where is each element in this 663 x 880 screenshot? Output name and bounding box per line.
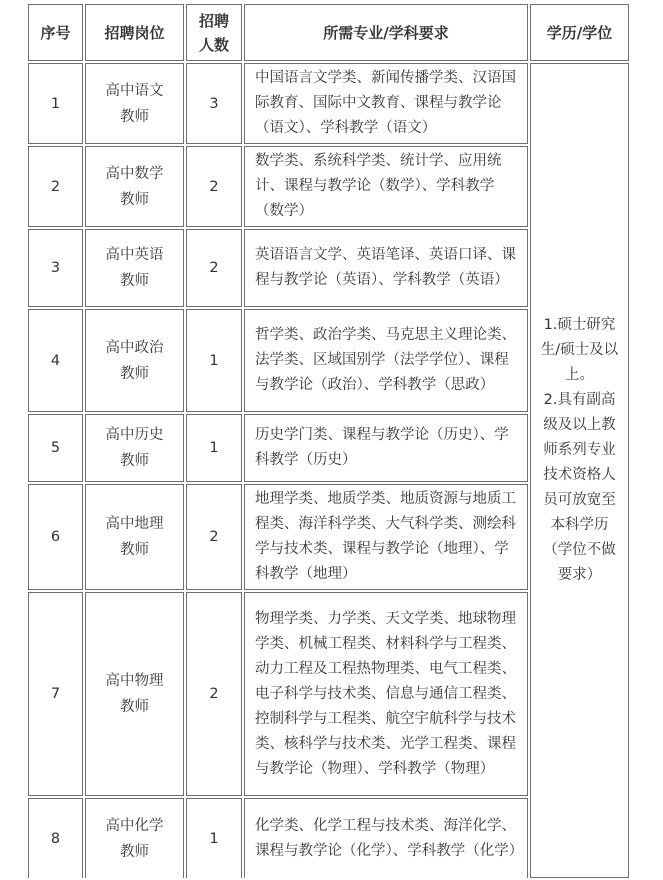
row-post: 高中英语教师 <box>85 229 184 307</box>
row-no: 8 <box>28 798 83 878</box>
row-num: 2 <box>186 484 242 590</box>
header-post: 招聘岗位 <box>85 4 184 61</box>
row-post: 高中历史教师 <box>85 414 184 482</box>
row-num: 1 <box>186 798 242 878</box>
header-row <box>28 4 629 61</box>
row-num: 2 <box>186 229 242 307</box>
education-line-2: 2.具有副高级及以上教师系列专业技术资格人员可放宽至本科学历（学位不做要求） <box>543 392 616 583</box>
header-num <box>186 4 242 61</box>
row-post: 高中地理教师 <box>85 484 184 590</box>
header-no: 序号 <box>28 4 83 61</box>
row-post: 高中语文教师 <box>85 63 184 144</box>
row-major: 历史学门类、课程与教学论（历史）、学科教学（历史） <box>244 414 528 482</box>
row-major: 地理学类、地质学类、地质资源与地质工程类、海洋科学类、大气科学类、测绘科学与技术类、课程与教学论（地理）、学科教学（地理） <box>244 484 528 590</box>
header-major: 所需专业/学科要求 <box>244 4 528 61</box>
row-major: 物理学类、力学类、天文学类、地球物理学类、机械工程类、材料科学与工程类、动力工程及工程热物理类、电气工程类、电子科学与技术类、信息与通信工程类、控制科学与工程类、航空宇航科学与技术类、核科学与技术类、光学工程类、课程与教学论（物理）、学科教学（物理） <box>244 592 528 796</box>
row-post: 高中数学教师 <box>85 146 184 227</box>
row-no: 4 <box>28 309 83 412</box>
recruitment-table <box>26 2 631 880</box>
row-major: 英语语言文学、英语笔译、英语口译、课程与教学论（英语）、学科教学（英语） <box>244 229 528 307</box>
row-num: 1 <box>186 414 242 482</box>
header-edu: 学历/学位 <box>530 4 629 61</box>
row-no: 6 <box>28 484 83 590</box>
row-num: 2 <box>186 146 242 227</box>
row-num: 2 <box>186 592 242 796</box>
row-no: 2 <box>28 146 83 227</box>
row-no: 3 <box>28 229 83 307</box>
row-num: 1 <box>186 309 242 412</box>
header-num-text: 招聘人数 <box>199 11 230 54</box>
row-major: 中国语言文学类、新闻传播学类、汉语国际教育、国际中文教育、课程与教学论（语文）、学科教学（语文） <box>244 63 528 144</box>
education-requirement <box>530 63 629 878</box>
row-post: 高中化学教师 <box>85 798 184 878</box>
table-row <box>28 63 629 144</box>
row-post: 高中物理教师 <box>85 592 184 796</box>
row-post: 高中政治教师 <box>85 309 184 412</box>
row-no: 1 <box>28 63 83 144</box>
row-num: 3 <box>186 63 242 144</box>
row-no: 7 <box>28 592 83 796</box>
row-no: 5 <box>28 414 83 482</box>
education-text <box>539 313 620 588</box>
education-line-1: 1.硕士研究生/硕士及以上。 <box>540 317 619 383</box>
row-major: 哲学类、政治学类、马克思主义理论类、法学类、区域国别学（法学学位）、课程与教学论（政治）、学科教学（思政） <box>244 309 528 412</box>
row-major: 数学类、系统科学类、统计学、应用统计、课程与教学论（数学）、学科教学（数学） <box>244 146 528 227</box>
row-major: 化学类、化学工程与技术类、海洋化学、课程与教学论（化学）、学科教学（化学） <box>244 798 528 878</box>
